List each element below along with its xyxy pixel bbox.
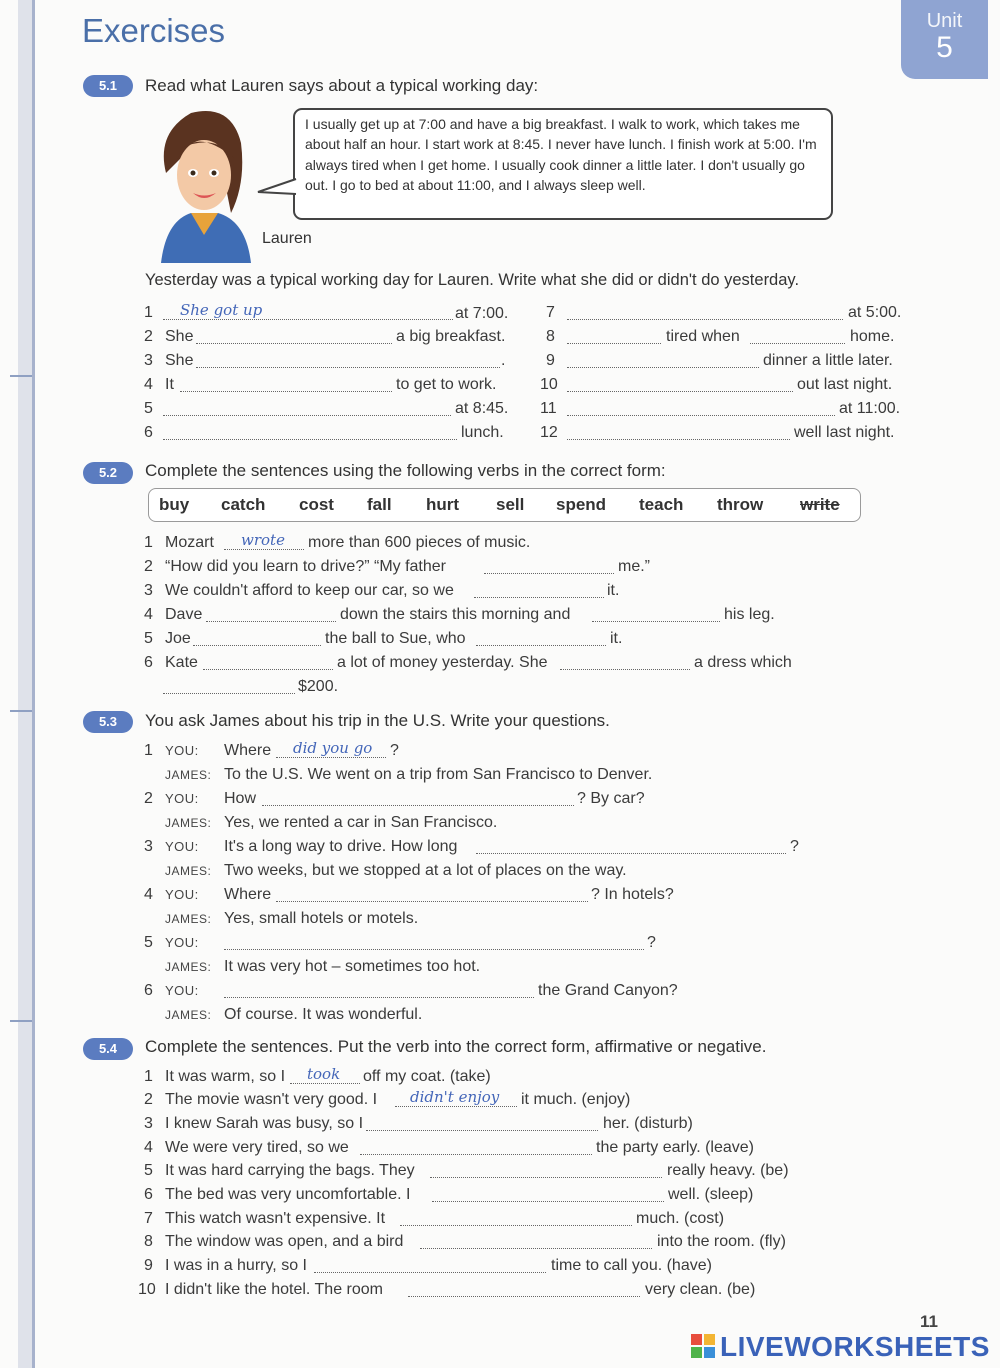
item-num: 4 <box>144 886 153 903</box>
item-text: at 5:00. <box>848 304 902 321</box>
item-num: 2 <box>144 790 153 807</box>
answer-blank[interactable] <box>567 391 793 392</box>
question-end: ? <box>647 934 656 951</box>
page-title: Exercises <box>82 12 226 49</box>
verb-list-box <box>148 488 861 522</box>
speaker-you: YOU: <box>165 983 199 998</box>
item-num: 2 <box>144 1091 153 1108</box>
verb-cost: cost <box>299 495 334 514</box>
item-text: I didn't like the hotel. The room <box>165 1281 383 1298</box>
item-num: 9 <box>144 1257 153 1274</box>
item-text: “How did you learn to drive?” “My father <box>165 558 446 575</box>
item-text: it. <box>610 630 623 647</box>
exercise-badge-5-2: 5.2 <box>83 462 133 484</box>
item-text: it. <box>607 582 620 599</box>
item-text: more than 600 pieces of music. <box>308 534 531 551</box>
speaker-james: JAMES: <box>165 864 212 878</box>
item-text: This watch wasn't expensive. It <box>165 1210 386 1227</box>
item-num: 4 <box>144 376 153 393</box>
item-text: It was hard carrying the bags. They <box>165 1162 415 1179</box>
item-text: The bed was very uncomfortable. I <box>165 1186 411 1203</box>
item-text: his leg. <box>724 606 775 623</box>
edge-tick <box>10 1020 32 1022</box>
question-end: ? <box>390 742 399 759</box>
answer-blank[interactable] <box>203 669 333 670</box>
item-text: very clean. (be) <box>645 1281 756 1298</box>
liveworksheets-logo-icon <box>690 1333 716 1359</box>
item-text: We couldn't afford to keep our car, so we <box>165 582 454 599</box>
speaker-you: YOU: <box>165 743 199 758</box>
unit-tab <box>901 0 988 79</box>
item-text: time to call you. (have) <box>551 1257 712 1274</box>
verb-throw: throw <box>717 495 764 514</box>
unit-number: 5 <box>936 31 953 64</box>
answer-blank[interactable] <box>314 1272 546 1273</box>
item-text: We were very tired, so we <box>165 1139 349 1156</box>
filled-answer: wrote <box>241 531 285 549</box>
question-text: Where <box>224 886 272 903</box>
liveworksheets-brand: LIVEWORKSHEETS <box>720 1331 990 1362</box>
filled-answer: She got up <box>180 301 263 319</box>
item-num: 7 <box>144 1210 153 1227</box>
item-text: the party early. (leave) <box>596 1139 754 1156</box>
answer-blank[interactable] <box>408 1296 640 1297</box>
question-end: ? In hotels? <box>591 886 674 903</box>
item-num: 8 <box>144 1233 153 1250</box>
exercise-task-5-1: Yesterday was a typical working day for Lauren. Write what she did or didn't do yesterday. <box>145 271 800 289</box>
verb-write: write <box>800 495 840 514</box>
speaker-james: JAMES: <box>165 912 212 926</box>
filled-answer: didn't enjoy <box>410 1088 500 1106</box>
question-end: ? By car? <box>577 790 645 807</box>
item-num: 5 <box>144 400 153 417</box>
exercise-instruction-5-1: Read what Lauren says about a typical working day: <box>145 76 539 95</box>
item-text: lunch. <box>461 424 504 441</box>
item-num: 4 <box>144 1139 153 1156</box>
item-text: home. <box>850 328 895 345</box>
reply-text: Yes, small hotels or motels. <box>224 910 419 927</box>
answer-blank[interactable] <box>567 343 661 344</box>
item-text: It <box>165 376 174 393</box>
exercise-instruction-5-3: You ask James about his trip in the U.S. Write your questions. <box>145 711 610 730</box>
item-text: me.” <box>618 558 650 575</box>
answer-blank[interactable] <box>180 391 392 392</box>
answer-blank[interactable] <box>400 1225 632 1226</box>
item-text: Joe <box>165 630 191 647</box>
exercise-badge-5-3: 5.3 <box>83 711 133 733</box>
verb-sell: sell <box>496 495 525 514</box>
speaker-name: Lauren <box>262 230 312 247</box>
item-text: at 7:00. <box>455 305 509 322</box>
item-text: Mozart <box>165 534 214 551</box>
item-num: 11 <box>540 400 557 417</box>
verb-fall: fall <box>367 495 392 514</box>
item-num: 5 <box>144 1162 153 1179</box>
item-num: 2 <box>144 558 153 575</box>
item-text: much. (cost) <box>636 1210 725 1227</box>
reply-text: To the U.S. We went on a trip from San Francisco to Denver. <box>224 766 653 783</box>
item-num: 3 <box>144 352 153 369</box>
edge-tick <box>10 375 32 377</box>
item-text: The window was open, and a bird <box>165 1233 404 1250</box>
lauren-portrait <box>146 103 256 263</box>
item-text: at 8:45. <box>455 400 509 417</box>
item-text: really heavy. (be) <box>667 1162 789 1179</box>
reply-text: Two weeks, but we stopped at a lot of places on the way. <box>224 862 627 879</box>
answer-blank[interactable] <box>224 949 644 950</box>
item-text: a big breakfast. <box>396 328 506 345</box>
page-binding-line <box>32 0 35 1368</box>
speaker-james: JAMES: <box>165 816 212 830</box>
item-num: 2 <box>144 328 153 345</box>
item-num: 1 <box>144 304 153 321</box>
answer-blank[interactable] <box>206 621 336 622</box>
item-num: 1 <box>144 1068 153 1085</box>
item-text: dinner a little later. <box>763 352 893 369</box>
item-text: I was in a hurry, so I <box>165 1257 307 1274</box>
speaker-james: JAMES: <box>165 960 212 974</box>
answer-blank[interactable] <box>592 621 720 622</box>
answer-blank[interactable] <box>163 693 295 694</box>
reply-text: It was very hot – sometimes too hot. <box>224 958 481 975</box>
item-num: 1 <box>144 742 153 759</box>
bubble-pointer <box>256 178 298 200</box>
answer-blank[interactable] <box>360 1154 592 1155</box>
question-text: How <box>224 790 257 807</box>
answer-blank[interactable] <box>567 319 843 320</box>
answer-blank[interactable] <box>567 439 790 440</box>
speech-bubble <box>293 108 833 220</box>
answer-blank[interactable] <box>476 645 606 646</box>
speaker-james: JAMES: <box>165 1008 212 1022</box>
verb-buy: buy <box>159 495 190 514</box>
item-num: 6 <box>144 654 153 671</box>
exercise-instruction-5-2: Complete the sentences using the following verbs in the correct form: <box>145 461 666 480</box>
reply-text: Yes, we rented a car in San Francisco. <box>224 814 498 831</box>
item-num: 12 <box>540 424 558 441</box>
speaker-james: JAMES: <box>165 768 212 782</box>
question-text: It's a long way to drive. How long <box>224 838 458 855</box>
item-num: 5 <box>144 630 153 647</box>
bubble-text: I usually get up at 7:00 and have a big breakfast. I walk to work, which takes me about half an hour. I start work at 8:45. I never have lunch. I finish work at 5:00. I'm always tired when I get home. I usually cook dinner a little later. I don't usually go out. I go to bed at about 11:00, and I always sleep well. <box>305 116 817 194</box>
speaker-you: YOU: <box>165 791 199 806</box>
item-text: She <box>165 328 194 345</box>
item-num: 1 <box>144 534 153 551</box>
item-text: at 11:00. <box>839 400 901 417</box>
item-num: 6 <box>144 982 153 999</box>
answer-blank[interactable] <box>484 573 614 574</box>
answer-blank[interactable] <box>432 1201 664 1202</box>
item-num: 3 <box>144 838 153 855</box>
speaker-you: YOU: <box>165 887 199 902</box>
answer-blank[interactable] <box>474 597 604 598</box>
reply-text: Of course. It was wonderful. <box>224 1006 423 1023</box>
item-num: 5 <box>144 934 153 951</box>
item-num: 6 <box>144 424 153 441</box>
item-num: 7 <box>546 304 555 321</box>
item-num: 10 <box>540 376 558 393</box>
item-text: . <box>501 352 506 369</box>
page-number: 11 <box>920 1312 938 1331</box>
item-text: It was warm, so I <box>165 1068 286 1085</box>
item-text: $200. <box>298 678 339 695</box>
item-text: a dress which <box>694 654 792 671</box>
answer-blank[interactable] <box>567 415 835 416</box>
verb-spend: spend <box>556 495 607 514</box>
page-edge <box>18 0 32 1368</box>
answer-blank[interactable] <box>163 415 451 416</box>
exercise-badge-5-1: 5.1 <box>83 75 133 97</box>
answer-blank[interactable] <box>750 343 845 344</box>
question-end: the Grand Canyon? <box>538 982 678 999</box>
item-text: into the room. (fly) <box>657 1233 786 1250</box>
answer-blank[interactable] <box>366 1130 598 1131</box>
speaker-you: YOU: <box>165 839 199 854</box>
answer-blank[interactable] <box>163 439 457 440</box>
item-text: to get to work. <box>396 376 497 393</box>
answer-blank[interactable] <box>196 367 500 368</box>
verb-catch: catch <box>221 495 266 514</box>
speaker-you: YOU: <box>165 935 199 950</box>
item-num: 3 <box>144 582 153 599</box>
answer-blank[interactable] <box>430 1177 662 1178</box>
item-text: I knew Sarah was busy, so I <box>165 1115 364 1132</box>
question-text: Where <box>224 742 272 759</box>
item-num: 4 <box>144 606 153 623</box>
item-num: 3 <box>144 1115 153 1132</box>
item-text: the ball to Sue, who <box>325 630 466 647</box>
answer-blank[interactable] <box>193 645 321 646</box>
item-text: The movie wasn't very good. I <box>165 1091 378 1108</box>
filled-answer: did you go <box>293 739 373 757</box>
item-num: 8 <box>546 328 555 345</box>
item-text: down the stairs this morning and <box>340 606 571 623</box>
answer-blank[interactable] <box>420 1248 652 1249</box>
answer-blank[interactable] <box>262 805 574 806</box>
unit-label: Unit <box>926 10 963 32</box>
item-text: tired when <box>666 328 740 345</box>
item-num: 10 <box>138 1281 156 1298</box>
edge-tick <box>10 710 32 712</box>
item-num: 9 <box>546 352 555 369</box>
answer-blank[interactable] <box>567 367 759 368</box>
item-text: Kate <box>165 654 198 671</box>
answer-blank[interactable] <box>224 997 534 998</box>
item-text: well. (sleep) <box>668 1186 754 1203</box>
item-text: Dave <box>165 606 203 623</box>
item-text: it much. (enjoy) <box>521 1091 631 1108</box>
item-text: out last night. <box>797 376 893 393</box>
filled-answer: took <box>307 1065 341 1083</box>
answer-blank[interactable] <box>560 669 690 670</box>
exercise-badge-5-4: 5.4 <box>83 1038 133 1060</box>
exercise-instruction-5-4: Complete the sentences. Put the verb into the correct form, affirmative or negative. <box>145 1037 767 1056</box>
item-text: a lot of money yesterday. She <box>337 654 548 671</box>
answer-blank[interactable] <box>476 853 786 854</box>
item-text: She <box>165 352 194 369</box>
item-num: 6 <box>144 1186 153 1203</box>
item-text: well last night. <box>794 424 895 441</box>
verb-teach: teach <box>639 495 684 514</box>
item-text: her. (disturb) <box>603 1115 693 1132</box>
answer-blank[interactable] <box>196 343 392 344</box>
answer-blank[interactable] <box>276 901 588 902</box>
item-text: off my coat. (take) <box>363 1068 491 1085</box>
question-end: ? <box>790 838 799 855</box>
verb-hurt: hurt <box>426 495 460 514</box>
